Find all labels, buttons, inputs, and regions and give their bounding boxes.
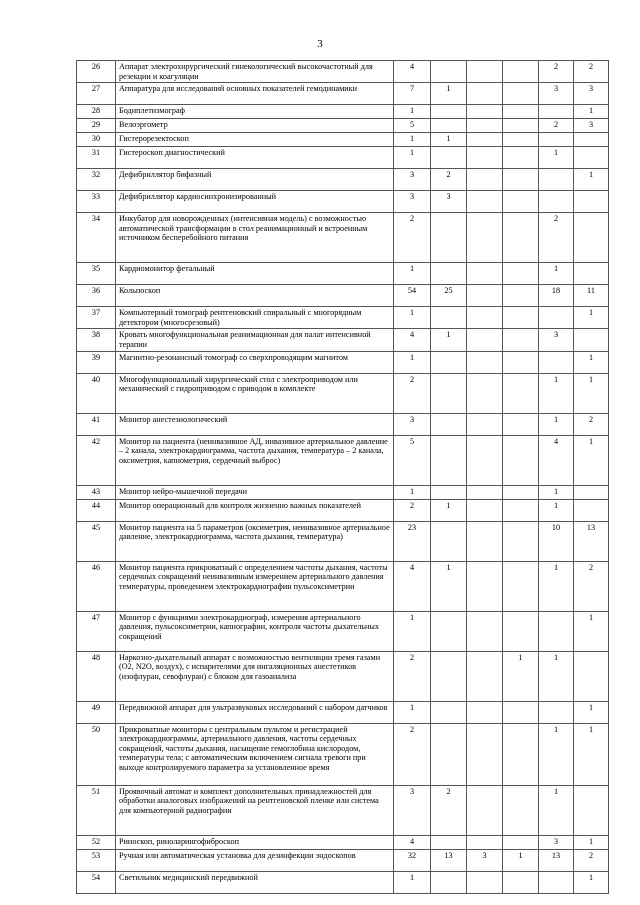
value-cell: 3 bbox=[539, 83, 574, 105]
equipment-name-cell: Магнитно-резонансный томограф со сверхпроводящим магнитом bbox=[116, 351, 394, 373]
row-number-cell: 27 bbox=[77, 83, 116, 105]
value-cell bbox=[574, 485, 609, 499]
value-cell bbox=[431, 521, 467, 561]
value-cell: 1 bbox=[574, 723, 609, 785]
equipment-name-cell: Аппарат электрохирургический гинекологический высокочастотный для резекции и коагуляции bbox=[116, 61, 394, 83]
value-cell: 2 bbox=[574, 561, 609, 611]
value-cell: 1 bbox=[431, 499, 467, 521]
value-cell bbox=[503, 263, 539, 285]
value-cell bbox=[431, 119, 467, 133]
table-row bbox=[77, 561, 609, 611]
row-number-cell: 48 bbox=[77, 651, 116, 701]
value-cell bbox=[467, 611, 503, 651]
equipment-name-cell: Кольпоскоп bbox=[116, 285, 394, 307]
value-cell bbox=[503, 329, 539, 351]
value-cell: 2 bbox=[539, 119, 574, 133]
row-number-cell: 44 bbox=[77, 499, 116, 521]
value-cell bbox=[467, 133, 503, 147]
value-cell bbox=[467, 83, 503, 105]
value-cell bbox=[574, 213, 609, 263]
value-cell: 2 bbox=[394, 723, 431, 785]
table-row bbox=[77, 263, 609, 285]
value-cell: 4 bbox=[394, 561, 431, 611]
equipment-name-cell: Аппаратура для исследований основных показателей гемодинамики bbox=[116, 83, 394, 105]
row-number-cell: 53 bbox=[77, 849, 116, 871]
table-row bbox=[77, 701, 609, 723]
value-cell bbox=[467, 61, 503, 83]
value-cell: 1 bbox=[394, 701, 431, 723]
table-row bbox=[77, 611, 609, 651]
table-row bbox=[77, 191, 609, 213]
value-cell: 2 bbox=[431, 169, 467, 191]
value-cell: 5 bbox=[394, 119, 431, 133]
value-cell: 1 bbox=[394, 485, 431, 499]
value-cell bbox=[503, 351, 539, 373]
value-cell: 1 bbox=[574, 307, 609, 329]
table-row bbox=[77, 329, 609, 351]
value-cell: 2 bbox=[394, 213, 431, 263]
value-cell bbox=[431, 61, 467, 83]
value-cell bbox=[503, 611, 539, 651]
row-number-cell: 50 bbox=[77, 723, 116, 785]
value-cell: 1 bbox=[394, 263, 431, 285]
value-cell: 1 bbox=[394, 147, 431, 169]
table-row bbox=[77, 413, 609, 435]
value-cell: 3 bbox=[574, 119, 609, 133]
equipment-name-cell: Дефибриллятор кардиосинхронизированный bbox=[116, 191, 394, 213]
value-cell: 2 bbox=[574, 849, 609, 871]
value-cell bbox=[503, 119, 539, 133]
equipment-table bbox=[76, 60, 609, 894]
table-row bbox=[77, 285, 609, 307]
value-cell: 4 bbox=[394, 61, 431, 83]
equipment-name-cell: Гистероскоп диагностический bbox=[116, 147, 394, 169]
value-cell: 2 bbox=[394, 373, 431, 413]
value-cell: 1 bbox=[574, 169, 609, 191]
value-cell bbox=[574, 785, 609, 835]
table-row bbox=[77, 849, 609, 871]
value-cell: 1 bbox=[394, 105, 431, 119]
value-cell bbox=[574, 329, 609, 351]
value-cell: 1 bbox=[431, 83, 467, 105]
value-cell bbox=[467, 213, 503, 263]
value-cell: 1 bbox=[394, 351, 431, 373]
table-row bbox=[77, 723, 609, 785]
table-row bbox=[77, 351, 609, 373]
value-cell: 1 bbox=[574, 611, 609, 651]
row-number-cell: 30 bbox=[77, 133, 116, 147]
value-cell bbox=[503, 61, 539, 83]
row-number-cell: 41 bbox=[77, 413, 116, 435]
value-cell bbox=[467, 499, 503, 521]
row-number-cell: 31 bbox=[77, 147, 116, 169]
value-cell bbox=[467, 147, 503, 169]
value-cell: 1 bbox=[539, 147, 574, 169]
value-cell bbox=[467, 119, 503, 133]
value-cell bbox=[467, 485, 503, 499]
equipment-name-cell: Наркозно-дыхательный аппарат с возможностью вентиляции тремя газами (O2, N2O, воздух), с испарителями для ингаляционных анестетиков (изофлуран, севофлуран) с блоком для газоанализа bbox=[116, 651, 394, 701]
value-cell bbox=[503, 147, 539, 169]
value-cell bbox=[431, 723, 467, 785]
value-cell: 1 bbox=[574, 105, 609, 119]
value-cell: 2 bbox=[574, 413, 609, 435]
row-number-cell: 43 bbox=[77, 485, 116, 499]
value-cell bbox=[431, 373, 467, 413]
value-cell: 1 bbox=[539, 485, 574, 499]
value-cell: 1 bbox=[574, 835, 609, 849]
value-cell bbox=[539, 105, 574, 119]
row-number-cell: 47 bbox=[77, 611, 116, 651]
equipment-name-cell: Кровать многофункциональная реанимационная для палат интенсивной терапии bbox=[116, 329, 394, 351]
table-row bbox=[77, 105, 609, 119]
value-cell bbox=[431, 213, 467, 263]
value-cell bbox=[467, 191, 503, 213]
value-cell bbox=[431, 485, 467, 499]
row-number-cell: 39 bbox=[77, 351, 116, 373]
value-cell bbox=[503, 105, 539, 119]
equipment-name-cell: Дефибриллятор бифазный bbox=[116, 169, 394, 191]
value-cell bbox=[503, 373, 539, 413]
value-cell bbox=[467, 105, 503, 119]
value-cell: 25 bbox=[431, 285, 467, 307]
value-cell: 3 bbox=[539, 835, 574, 849]
value-cell bbox=[467, 435, 503, 485]
row-number-cell: 38 bbox=[77, 329, 116, 351]
equipment-name-cell: Велоэргометр bbox=[116, 119, 394, 133]
value-cell bbox=[431, 435, 467, 485]
row-number-cell: 34 bbox=[77, 213, 116, 263]
value-cell bbox=[431, 413, 467, 435]
table-row bbox=[77, 83, 609, 105]
row-number-cell: 54 bbox=[77, 871, 116, 893]
equipment-name-cell: Кардиомонитор фетальный bbox=[116, 263, 394, 285]
value-cell bbox=[503, 285, 539, 307]
value-cell: 1 bbox=[431, 329, 467, 351]
value-cell bbox=[574, 263, 609, 285]
row-number-cell: 46 bbox=[77, 561, 116, 611]
value-cell bbox=[503, 413, 539, 435]
value-cell: 4 bbox=[394, 835, 431, 849]
equipment-name-cell: Прикроватные мониторы с центральным пультом и регистрацией электрокардиограммы, артериального давления, частоты сердечных сокращений, частоты дыхания, насыщение гемоглобина кислородом, температуры тела; с автоматическим включением сигнала тревоги при выходе контролируемого параметра за установленное время bbox=[116, 723, 394, 785]
value-cell: 1 bbox=[539, 561, 574, 611]
value-cell: 1 bbox=[431, 133, 467, 147]
value-cell bbox=[503, 169, 539, 191]
value-cell: 13 bbox=[431, 849, 467, 871]
equipment-name-cell: Инкубатор для новорожденных (интенсивная модель) с возможностью автоматической трансформации в стол реанимационный и встроенным источником бесперебойного питания bbox=[116, 213, 394, 263]
value-cell bbox=[574, 191, 609, 213]
value-cell bbox=[467, 285, 503, 307]
equipment-name-cell: Монитор анестезиологический bbox=[116, 413, 394, 435]
equipment-name-cell: Монитор с функциями электрокардиограф, измерения артериального давления, пульсоксиметрии, капнографии, контроля частоты дыхательных сокращений bbox=[116, 611, 394, 651]
table-row bbox=[77, 651, 609, 701]
value-cell: 3 bbox=[394, 169, 431, 191]
value-cell bbox=[431, 351, 467, 373]
value-cell: 3 bbox=[574, 83, 609, 105]
value-cell: 1 bbox=[503, 849, 539, 871]
value-cell bbox=[467, 351, 503, 373]
value-cell: 1 bbox=[539, 723, 574, 785]
value-cell: 18 bbox=[539, 285, 574, 307]
value-cell bbox=[467, 413, 503, 435]
table-row bbox=[77, 485, 609, 499]
value-cell bbox=[431, 651, 467, 701]
value-cell: 2 bbox=[394, 499, 431, 521]
value-cell bbox=[503, 485, 539, 499]
value-cell: 13 bbox=[574, 521, 609, 561]
equipment-name-cell: Монитор операционный для контроля жизненно важных показателей bbox=[116, 499, 394, 521]
value-cell bbox=[539, 351, 574, 373]
equipment-name-cell: Риноскоп, риноларингофиброскоп bbox=[116, 835, 394, 849]
value-cell: 1 bbox=[539, 785, 574, 835]
value-cell: 3 bbox=[394, 413, 431, 435]
value-cell bbox=[539, 611, 574, 651]
equipment-name-cell: Проявочный автомат и комплект дополнительных принадлежностей для обработки аналоговых изображений на рентгеновской пленке или система для компьютерной радиографии bbox=[116, 785, 394, 835]
value-cell: 1 bbox=[503, 651, 539, 701]
row-number-cell: 33 bbox=[77, 191, 116, 213]
value-cell: 7 bbox=[394, 83, 431, 105]
value-cell bbox=[431, 307, 467, 329]
value-cell: 1 bbox=[539, 651, 574, 701]
value-cell bbox=[503, 871, 539, 893]
value-cell: 10 bbox=[539, 521, 574, 561]
value-cell bbox=[467, 561, 503, 611]
row-number-cell: 29 bbox=[77, 119, 116, 133]
table-row bbox=[77, 61, 609, 83]
value-cell bbox=[574, 499, 609, 521]
value-cell: 2 bbox=[394, 651, 431, 701]
value-cell: 3 bbox=[539, 329, 574, 351]
value-cell bbox=[539, 307, 574, 329]
value-cell bbox=[574, 133, 609, 147]
value-cell: 1 bbox=[394, 611, 431, 651]
row-number-cell: 51 bbox=[77, 785, 116, 835]
row-number-cell: 26 bbox=[77, 61, 116, 83]
table-row bbox=[77, 307, 609, 329]
value-cell bbox=[503, 435, 539, 485]
value-cell bbox=[467, 785, 503, 835]
table-row bbox=[77, 499, 609, 521]
value-cell: 4 bbox=[394, 329, 431, 351]
value-cell: 3 bbox=[431, 191, 467, 213]
value-cell bbox=[467, 835, 503, 849]
value-cell bbox=[503, 521, 539, 561]
value-cell bbox=[539, 871, 574, 893]
value-cell bbox=[503, 191, 539, 213]
value-cell: 1 bbox=[539, 373, 574, 413]
value-cell bbox=[539, 191, 574, 213]
value-cell bbox=[467, 329, 503, 351]
table-row bbox=[77, 147, 609, 169]
equipment-name-cell: Компьютерный томограф рентгеновский спиральный с многорядным детектором (многосрезовый) bbox=[116, 307, 394, 329]
value-cell bbox=[431, 147, 467, 169]
value-cell: 2 bbox=[431, 785, 467, 835]
table-row bbox=[77, 521, 609, 561]
value-cell: 1 bbox=[394, 307, 431, 329]
value-cell bbox=[467, 307, 503, 329]
value-cell bbox=[467, 871, 503, 893]
row-number-cell: 37 bbox=[77, 307, 116, 329]
value-cell: 11 bbox=[574, 285, 609, 307]
row-number-cell: 36 bbox=[77, 285, 116, 307]
value-cell bbox=[431, 871, 467, 893]
value-cell bbox=[503, 133, 539, 147]
value-cell bbox=[431, 105, 467, 119]
value-cell bbox=[503, 83, 539, 105]
value-cell: 3 bbox=[394, 191, 431, 213]
table-row bbox=[77, 373, 609, 413]
equipment-name-cell: Ручная или автоматическая установка для дезинфекции эндоскопов bbox=[116, 849, 394, 871]
value-cell: 1 bbox=[574, 701, 609, 723]
row-number-cell: 49 bbox=[77, 701, 116, 723]
table-row bbox=[77, 133, 609, 147]
value-cell: 1 bbox=[574, 351, 609, 373]
value-cell: 23 bbox=[394, 521, 431, 561]
row-number-cell: 40 bbox=[77, 373, 116, 413]
value-cell bbox=[467, 373, 503, 413]
value-cell: 1 bbox=[539, 499, 574, 521]
value-cell bbox=[539, 701, 574, 723]
value-cell: 32 bbox=[394, 849, 431, 871]
value-cell: 5 bbox=[394, 435, 431, 485]
value-cell: 3 bbox=[394, 785, 431, 835]
table-row bbox=[77, 213, 609, 263]
row-number-cell: 52 bbox=[77, 835, 116, 849]
equipment-name-cell: Монитор пациента прикроватный с определением частоты дыхания, частоты сердечных сокращений неинвазивным измерением артериального давления температуры, проведением электрокардиографии пульсоксиметрии bbox=[116, 561, 394, 611]
table-row bbox=[77, 169, 609, 191]
row-number-cell: 35 bbox=[77, 263, 116, 285]
value-cell bbox=[467, 169, 503, 191]
value-cell: 3 bbox=[467, 849, 503, 871]
value-cell: 1 bbox=[394, 133, 431, 147]
value-cell: 1 bbox=[539, 413, 574, 435]
value-cell bbox=[431, 835, 467, 849]
value-cell: 1 bbox=[574, 871, 609, 893]
row-number-cell: 42 bbox=[77, 435, 116, 485]
table-row bbox=[77, 119, 609, 133]
value-cell bbox=[503, 307, 539, 329]
value-cell: 2 bbox=[539, 61, 574, 83]
value-cell bbox=[431, 263, 467, 285]
value-cell bbox=[503, 835, 539, 849]
value-cell: 2 bbox=[539, 213, 574, 263]
value-cell bbox=[431, 611, 467, 651]
value-cell: 2 bbox=[574, 61, 609, 83]
value-cell: 1 bbox=[574, 373, 609, 413]
value-cell: 1 bbox=[431, 561, 467, 611]
value-cell bbox=[503, 213, 539, 263]
value-cell bbox=[467, 723, 503, 785]
value-cell bbox=[574, 147, 609, 169]
value-cell bbox=[503, 499, 539, 521]
row-number-cell: 45 bbox=[77, 521, 116, 561]
row-number-cell: 32 bbox=[77, 169, 116, 191]
value-cell: 4 bbox=[539, 435, 574, 485]
value-cell: 13 bbox=[539, 849, 574, 871]
equipment-name-cell: Многофункциональный хирургический стол с электроприводом или механический с гидроприводом с приводом в комплекте bbox=[116, 373, 394, 413]
value-cell bbox=[503, 701, 539, 723]
value-cell: 1 bbox=[574, 435, 609, 485]
equipment-name-cell: Передвижной аппарат для ультразвуковых исследований с набором датчиков bbox=[116, 701, 394, 723]
equipment-name-cell: Гистерорезектоскоп bbox=[116, 133, 394, 147]
row-number-cell: 28 bbox=[77, 105, 116, 119]
equipment-name-cell: Бодиплетизмограф bbox=[116, 105, 394, 119]
equipment-name-cell: Монитор нейро-мышечной передачи bbox=[116, 485, 394, 499]
value-cell bbox=[539, 169, 574, 191]
value-cell bbox=[503, 561, 539, 611]
value-cell: 1 bbox=[394, 871, 431, 893]
equipment-name-cell: Монитор пациента на 5 параметров (оксиметрия, неинвазивное артериальное давление, электрокардиограмма, частота дыхания, температура) bbox=[116, 521, 394, 561]
value-cell: 54 bbox=[394, 285, 431, 307]
value-cell bbox=[467, 701, 503, 723]
value-cell bbox=[467, 263, 503, 285]
value-cell bbox=[467, 521, 503, 561]
value-cell bbox=[503, 785, 539, 835]
value-cell bbox=[503, 723, 539, 785]
value-cell bbox=[467, 651, 503, 701]
table-row bbox=[77, 871, 609, 893]
page-number: 3 bbox=[317, 38, 323, 50]
table-body bbox=[77, 61, 609, 894]
table-row bbox=[77, 785, 609, 835]
value-cell bbox=[431, 701, 467, 723]
equipment-name-cell: Монитор на пациента (неинвазивное АД, инвазивное артериальное давление – 2 канала, электрокардиограмма, частота дыхания, температура – 2 канала, оксиметрия, капнометрия, сердечный выброс) bbox=[116, 435, 394, 485]
table-row bbox=[77, 835, 609, 849]
value-cell bbox=[574, 651, 609, 701]
table-row bbox=[77, 435, 609, 485]
value-cell: 1 bbox=[539, 263, 574, 285]
equipment-name-cell: Светильник медицинский передвижной bbox=[116, 871, 394, 893]
value-cell bbox=[539, 133, 574, 147]
